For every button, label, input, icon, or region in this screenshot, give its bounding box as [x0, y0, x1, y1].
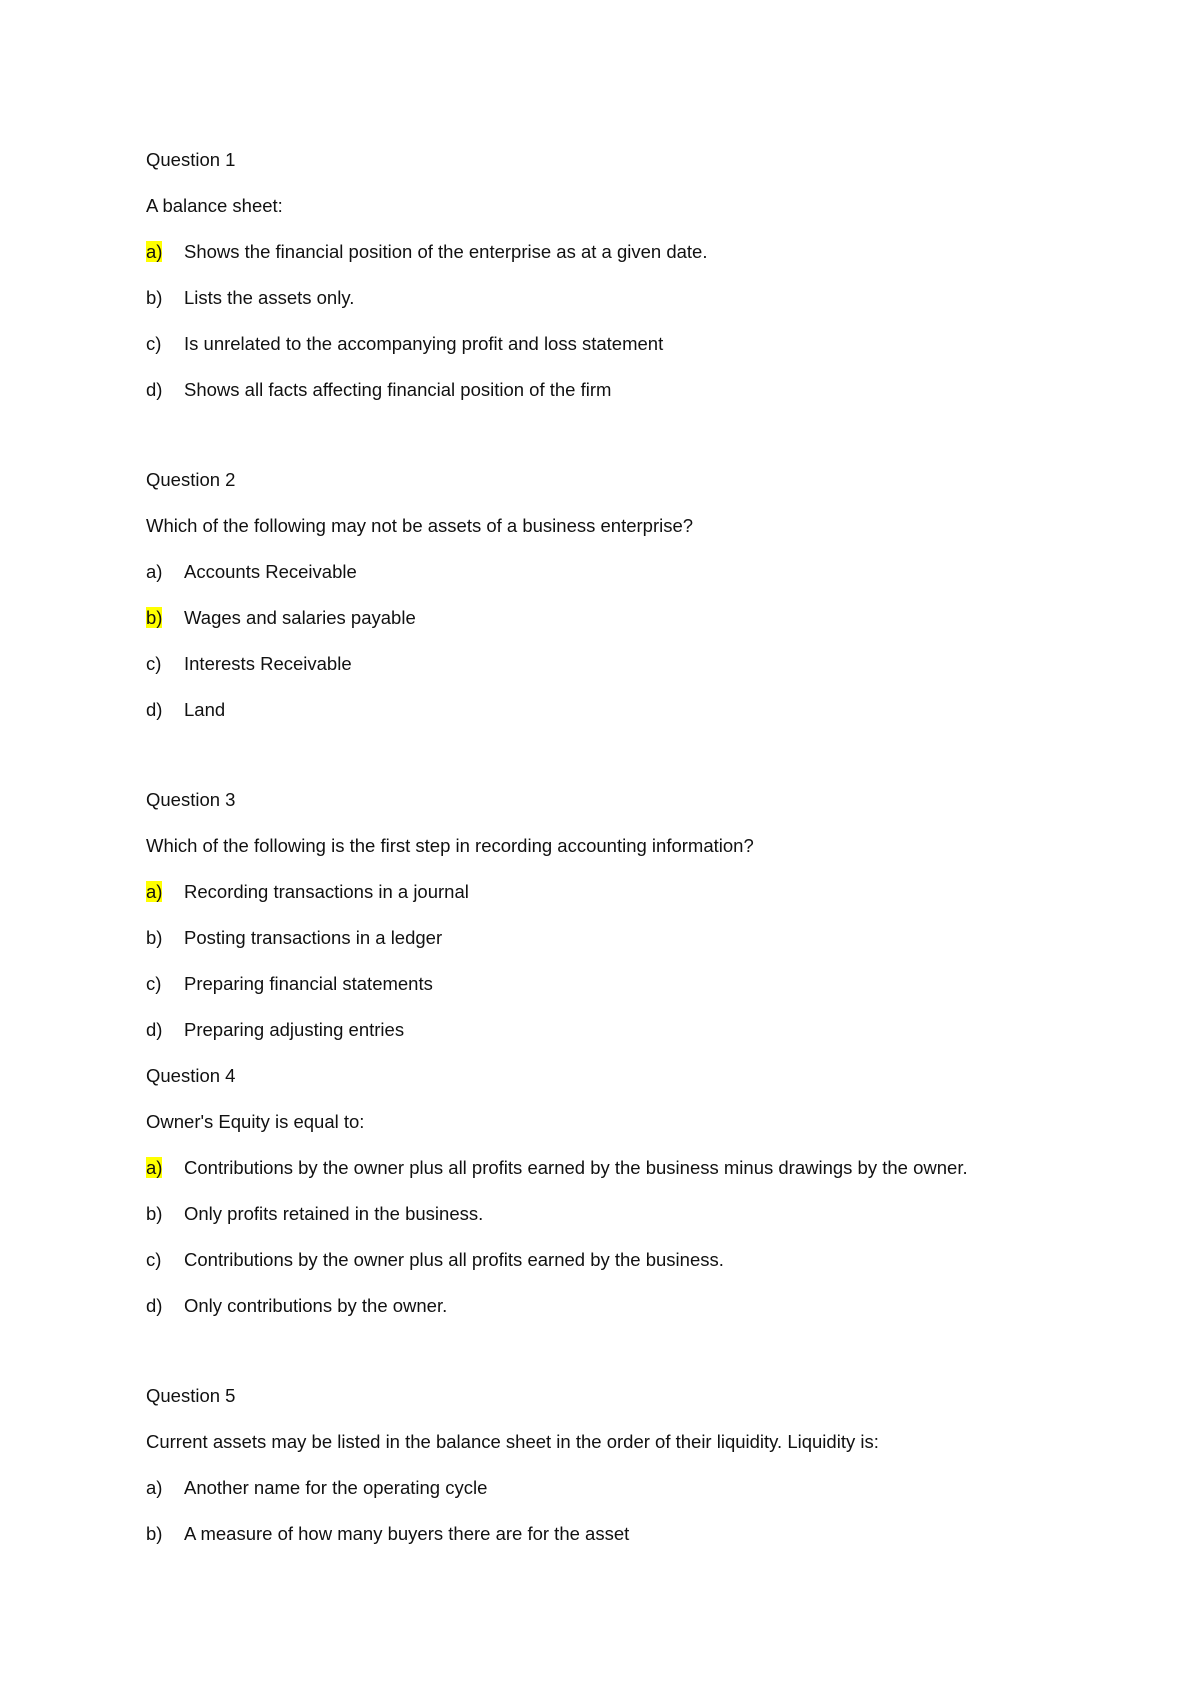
- option-letter: b): [146, 1203, 163, 1224]
- option-row: [146, 238, 1106, 284]
- question-heading: Question 4: [146, 1065, 236, 1086]
- option-row: [146, 284, 1106, 330]
- question-prompt: A balance sheet:: [146, 195, 283, 216]
- option-letter: [146, 878, 184, 906]
- option-row: [146, 1292, 1106, 1338]
- section-gap: [146, 422, 1106, 466]
- section-gap: [146, 1338, 1106, 1382]
- option-letter: c): [146, 333, 162, 354]
- option-row: [146, 376, 1106, 422]
- option-row: [146, 1246, 1106, 1292]
- option-letter: a): [146, 1477, 163, 1498]
- option-row: [146, 1016, 1106, 1062]
- option-text: Shows the financial position of the enterprise as at a given date.: [184, 241, 708, 262]
- question-heading: Question 1: [146, 149, 236, 170]
- option-letter: d): [146, 379, 163, 400]
- option-letter: [146, 238, 184, 266]
- option-row: [146, 650, 1106, 696]
- option-letter: c): [146, 973, 162, 994]
- option-row: [146, 1154, 1106, 1200]
- question-prompt: Current assets may be listed in the balance sheet in the order of their liquidity. Liquidity is:: [146, 1431, 879, 1452]
- document-content: [146, 146, 1106, 1566]
- option-letter: d): [146, 1019, 163, 1040]
- option-row: [146, 696, 1106, 742]
- option-row: [146, 924, 1106, 970]
- option-row: [146, 1520, 1106, 1566]
- answer-highlight: b): [146, 607, 163, 628]
- option-text: Posting transactions in a ledger: [184, 927, 443, 948]
- answer-highlight: a): [146, 881, 163, 902]
- question-prompt: Owner's Equity is equal to:: [146, 1111, 365, 1132]
- option-text: Contributions by the owner plus all profits earned by the business minus drawings by the owner.: [184, 1157, 968, 1178]
- question-heading: Question 2: [146, 469, 236, 490]
- option-row: [146, 970, 1106, 1016]
- option-row: [146, 558, 1106, 604]
- section-gap: [146, 742, 1106, 786]
- option-letter: b): [146, 927, 163, 948]
- option-letter: d): [146, 1295, 163, 1316]
- option-text: Recording transactions in a journal: [184, 881, 469, 902]
- option-text: Only profits retained in the business.: [184, 1203, 484, 1224]
- option-text: Another name for the operating cycle: [184, 1477, 488, 1498]
- question-prompt: Which of the following is the first step in recording accounting information?: [146, 835, 754, 856]
- option-letter: c): [146, 653, 162, 674]
- option-row: [146, 604, 1106, 650]
- option-row: [146, 878, 1106, 924]
- option-letter: b): [146, 1523, 163, 1544]
- question-prompt: Which of the following may not be assets of a business enterprise?: [146, 515, 694, 536]
- question-heading: Question 5: [146, 1385, 236, 1406]
- option-letter: [146, 1154, 184, 1182]
- option-letter: d): [146, 699, 163, 720]
- option-letter: c): [146, 1249, 162, 1270]
- option-row: [146, 330, 1106, 376]
- option-text: Interests Receivable: [184, 653, 352, 674]
- option-text: Contributions by the owner plus all profits earned by the business.: [184, 1249, 724, 1270]
- question-heading: Question 3: [146, 789, 236, 810]
- answer-highlight: a): [146, 241, 163, 262]
- option-letter: [146, 604, 184, 632]
- option-text: Only contributions by the owner.: [184, 1295, 448, 1316]
- option-text: Lists the assets only.: [184, 287, 355, 308]
- option-text: Preparing financial statements: [184, 973, 433, 994]
- answer-highlight: a): [146, 1157, 163, 1178]
- option-text: Shows all facts affecting financial position of the firm: [184, 379, 612, 400]
- option-row: [146, 1200, 1106, 1246]
- option-text: Is unrelated to the accompanying profit and loss statement: [184, 333, 664, 354]
- option-text: Preparing adjusting entries: [184, 1019, 405, 1040]
- option-letter: b): [146, 287, 163, 308]
- option-text: Accounts Receivable: [184, 561, 357, 582]
- option-text: Land: [184, 699, 226, 720]
- option-text: Wages and salaries payable: [184, 607, 416, 628]
- option-letter: a): [146, 561, 163, 582]
- option-row: [146, 1474, 1106, 1520]
- option-text: A measure of how many buyers there are for the asset: [184, 1523, 630, 1544]
